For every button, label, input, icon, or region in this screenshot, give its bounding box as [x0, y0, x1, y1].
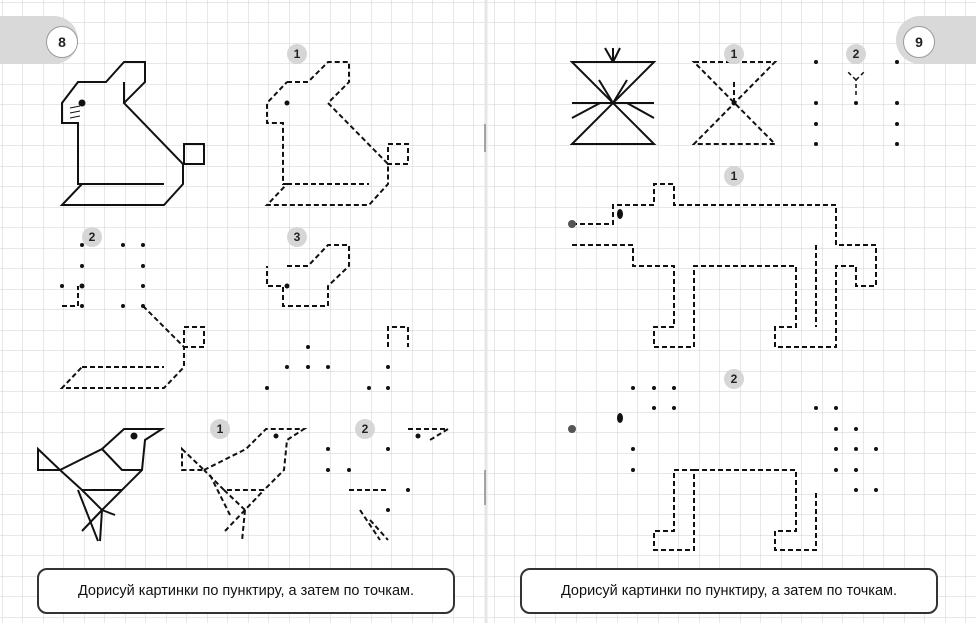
instruction-caption-left: Дорисуй картинки по пунктиру, а затем по точкам.	[37, 568, 455, 614]
step-marker: 1	[210, 419, 230, 439]
page-number-left: 8	[46, 26, 78, 58]
bird-sample-icon	[38, 429, 162, 541]
butterfly-sample-icon	[572, 48, 654, 144]
step-marker: 3	[287, 227, 307, 247]
butterfly-dots-2	[814, 60, 899, 146]
bird-dots-2	[326, 434, 421, 513]
rabbit-sample-icon	[62, 62, 204, 205]
step-marker: 2	[846, 44, 866, 64]
step-marker: 2	[355, 419, 375, 439]
rabbit-dashed-1	[267, 62, 408, 205]
rabbit-dots-2	[60, 243, 145, 308]
step-marker: 1	[724, 44, 744, 64]
instruction-caption-right: Дорисуй картинки по пунктиру, а затем по точкам.	[520, 568, 938, 614]
step-marker: 2	[82, 227, 102, 247]
step-marker: 1	[287, 44, 307, 64]
step-marker: 2	[724, 369, 744, 389]
page-number-right: 9	[903, 26, 935, 58]
step-marker: 1	[724, 166, 744, 186]
dog-dashed-1	[572, 184, 876, 347]
rabbit-mixed-3	[267, 245, 349, 306]
bird-dashed-1	[182, 429, 304, 541]
dog-dots-2	[631, 386, 878, 492]
